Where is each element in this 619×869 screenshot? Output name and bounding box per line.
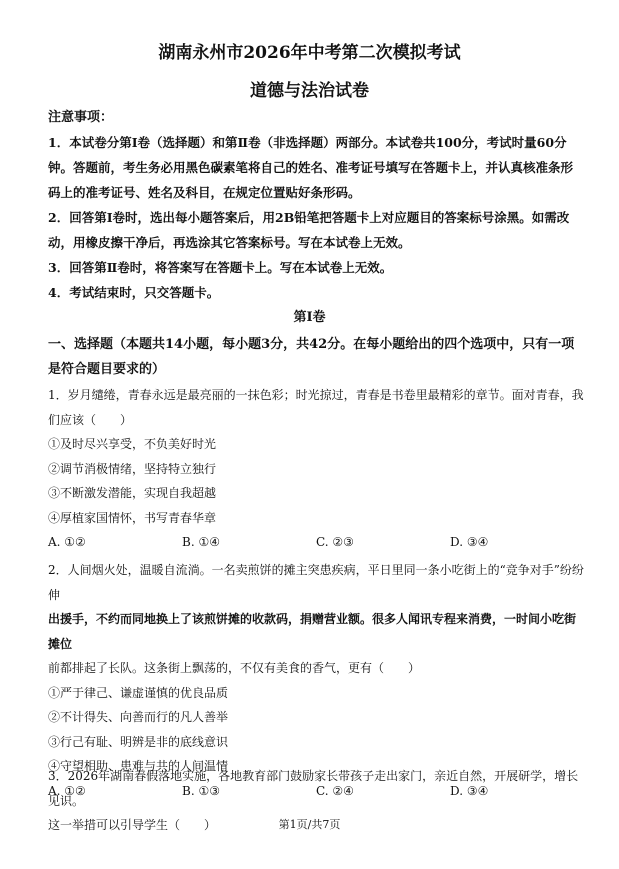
- question-stem-line: 3．2026年湖南春假落地实施，各地教育部门鼓励家长带孩子走出家门，亲近自然，开展研学，增长见识。: [48, 769, 579, 808]
- option-d[interactable]: D. ③④: [450, 535, 489, 549]
- option-c[interactable]: C. ②③: [316, 535, 354, 549]
- question-stem-line-bold: 出援手，不约而同地换上了该煎饼摊的收款码，捐赠营业额。很多人闻讯专程来消费，一时间小吃街摊位: [48, 612, 577, 651]
- statement-item: ②调节消极情绪，坚持特立独行: [48, 461, 217, 476]
- option-a[interactable]: A. ①②: [48, 783, 86, 798]
- note-item-3: 3．回答第Ⅱ卷时，将答案写在答题卡上。写在本试卷上无效。: [48, 260, 393, 275]
- exam-title: 湖南永州市2026年中考第二次模拟考试: [158, 43, 461, 63]
- question-stem-line: 这一举措可以引导学生（ ）: [48, 818, 217, 832]
- question-1: [48, 383, 584, 555]
- notes-list: [48, 130, 584, 305]
- exam-subtitle: 道德与法治试卷: [250, 81, 369, 101]
- statement-item: ③不断激发潜能，实现自我超越: [48, 486, 217, 500]
- option-d[interactable]: D. ③④: [450, 783, 489, 798]
- page-footer: 第1页/共7页: [278, 818, 341, 831]
- answer-options: [48, 530, 584, 555]
- note-item-2: 2．回答第Ⅰ卷时，选出每小题答案后，用2B铅笔把答题卡上对应题目的答案标号涂黑。如需改动，用橡皮擦干净后，再选涂其它答案标号。写在本试卷上无效。: [48, 210, 570, 250]
- option-b[interactable]: B. ①③: [182, 783, 220, 798]
- question-stem: 1．岁月缱绻，青春永远是最亮丽的一抹色彩；时光掠过，青春是书卷里最精彩的章节。面对青春，我们应该（ ）: [48, 388, 584, 427]
- question-stem-line: 前都排起了长队。这条街上飘荡的，不仅有美食的香气，更有（ ）: [48, 661, 421, 675]
- statement-item: ③行己有耻、明辨是非的底线意识: [48, 734, 229, 749]
- option-a[interactable]: A. ①②: [48, 535, 86, 549]
- statement-item: ①及时尽兴享受，不负美好时光: [48, 437, 217, 451]
- statement-item: ②不计得失、向善而行的凡人善举: [48, 710, 229, 724]
- statement-item: ④守望相助、患难与共的人间温情: [48, 759, 229, 773]
- note-item-1: 1．本试卷分第Ⅰ卷（选择题）和第Ⅱ卷（非选择题）两部分。本试卷共100分，考试时量60分钟。答题前，考生务必用黑色碳素笔将自己的姓名、准考证号填写在答题卡上，并认真核准条形码上的准考证号、姓名及科目，在规定位置贴好条形码。: [48, 135, 574, 200]
- option-c[interactable]: C. ②④: [316, 783, 354, 798]
- option-b[interactable]: B. ①④: [182, 535, 220, 549]
- statement-item: ①严于律己、谦虚谨慎的优良品质: [48, 685, 229, 700]
- question-stem-line: 2．人间烟火处，温暖自流淌。一名卖煎饼的摊主突患疾病，平日里同一条小吃街上的“竞争对手”纷纷伸: [48, 563, 584, 602]
- notes-title: 注意事项：: [48, 110, 114, 125]
- note-item-4: 4．考试结束时，只交答题卡。: [48, 285, 220, 300]
- section-title: 第Ⅰ卷: [293, 310, 326, 325]
- statement-item: ④厚植家国情怀，书写青春华章: [48, 510, 217, 525]
- section-instructions: 一、选择题（本题共14小题，每小题3分，共42分。在每小题给出的四个选项中，只有一项是符合题目要求的）: [48, 337, 575, 377]
